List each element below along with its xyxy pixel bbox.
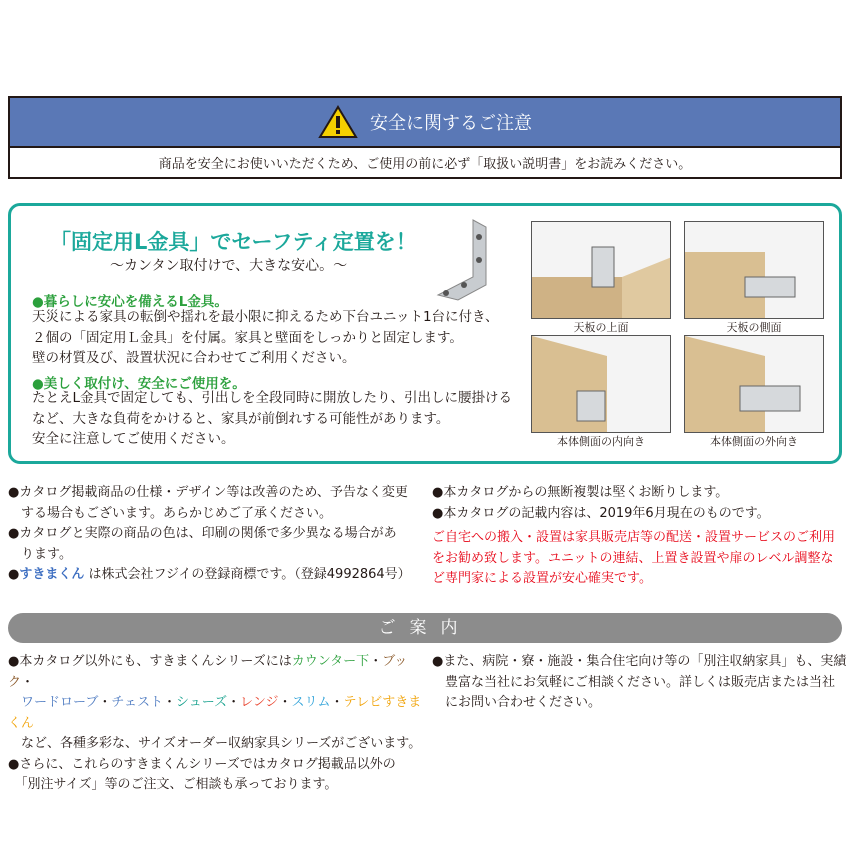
- warning-icon: [318, 105, 358, 139]
- l-bracket-image: [428, 215, 508, 305]
- note: ●カタログ掲載商品の仕様・デザイン等は改善のため、予告なく変更: [8, 485, 408, 500]
- safety-title: 安全に関するご注意: [370, 113, 532, 134]
- note: する場合もございます。あらかじめご了承ください。: [8, 505, 332, 521]
- guide-line: など、各種多彩な、サイズオーダー収納家具シリーズがございます。: [8, 736, 422, 751]
- series-name: シューズ: [176, 695, 228, 710]
- guide-header: ご案内: [8, 613, 842, 643]
- red-note: ど専門家による設置が安心確実です。: [432, 571, 652, 586]
- caption: 本体側面の内向き: [557, 435, 645, 448]
- illustration-inner-side: [531, 335, 671, 433]
- heading-2: ●美しく取付け、安全にご使用を。: [32, 376, 246, 392]
- sep: ・: [163, 695, 177, 710]
- note: ●本カタログの記載内容は、2019年6月現在のものです。: [432, 505, 770, 521]
- caption: 天板の上面: [573, 321, 629, 334]
- illustration-top-face: [531, 221, 671, 319]
- section-title: 「固定用L金具」でセーフティ定置を！: [50, 230, 417, 254]
- safety-notice: 商品を安全にお使いいただくため、ご使用の前に必ず「取扱い説明書」をお読みください。: [158, 157, 692, 172]
- safety-notice-box: [8, 96, 842, 179]
- series-name: スリム: [291, 695, 331, 710]
- safety-header: [10, 98, 840, 148]
- series-name: ブック: [8, 654, 408, 690]
- series-name: レンジ: [240, 695, 279, 710]
- sep: ・: [330, 695, 344, 710]
- text-line: 安全に注意してご使用ください。: [32, 431, 235, 447]
- guide-line: ●さらに、これらのすきまくんシリーズではカタログ掲載品以外の: [8, 756, 396, 772]
- sukimakun-logo: すきまくん: [19, 567, 85, 582]
- series-name: チェスト: [111, 695, 164, 710]
- guide-text: ●本カタログ以外にも、すきまくんシリーズには: [8, 654, 292, 669]
- note: ●カタログと実際の商品の色は、印刷の関係で多少異なる場合があ: [8, 526, 397, 541]
- sep: ・: [227, 695, 241, 710]
- note: ります。: [8, 546, 72, 562]
- caption: 天板の側面: [726, 321, 782, 334]
- text-line: たとえL金具で固定しても、引出しを全段同時に開放したり、引出しに腰掛ける: [32, 390, 513, 406]
- trademark-text: は株式会社フジイの登録商標です。（登録4992864号）: [88, 567, 411, 582]
- illustration-outer-side: [684, 335, 824, 433]
- caption: 本体側面の外向き: [710, 435, 798, 448]
- note: ●本カタログからの無断複製は堅くお断りします。: [432, 485, 729, 500]
- series-name: カウンター下: [291, 654, 370, 669]
- sep: ・: [21, 674, 35, 690]
- text-line: 天災による家具の転倒や揺れを最小限に抑えるため下台ユニット1台に付き、: [32, 309, 499, 325]
- guide-line: [8, 652, 428, 693]
- text-line: 壁の材質及び、設置状況に合わせてご利用ください。: [32, 350, 356, 366]
- series-name: ワードローブ: [21, 695, 99, 710]
- illustration-top-side: [684, 221, 824, 319]
- sep: ・: [369, 654, 383, 669]
- section-subtitle: ～カンタン取付けで、大きな安心。～: [110, 258, 348, 274]
- text-line: ２個の「固定用Ｌ金具」を付属。家具と壁面をしっかりと固定します。: [32, 329, 463, 346]
- guide-line: 「別注サイズ」等のご注文、ご相談も承っております。: [8, 777, 338, 792]
- text-line: など、大きな負荷をかけると、家具が前倒れする可能性があります。: [32, 410, 450, 427]
- trademark-note: ●すきまくん は株式会社フジイの登録商標です。（登録4992864号）: [8, 567, 411, 582]
- series-name: テレビすきまくん: [8, 695, 422, 731]
- guide-line: [8, 693, 428, 734]
- heading-1: ●暮らしに安心を備えるL金具。: [32, 294, 228, 310]
- guide-line: にお問い合わせください。: [432, 695, 602, 710]
- sep: ・: [98, 695, 112, 710]
- sep: ・: [278, 695, 292, 710]
- red-note: をお勧め致します。ユニットの連結、上置き設置や扉のレベル調整な: [432, 550, 834, 566]
- red-note: ご自宅への搬入・設置は家具販売店等の配送・設置サービスのご利用: [432, 530, 836, 545]
- guide-line: 豊富な当社にお気軽にご相談ください。詳しくは販売店または当社: [432, 674, 836, 690]
- guide-line: ●また、病院・寮・施設・集合住宅向け等の「別注収納家具」も、実績: [432, 654, 847, 669]
